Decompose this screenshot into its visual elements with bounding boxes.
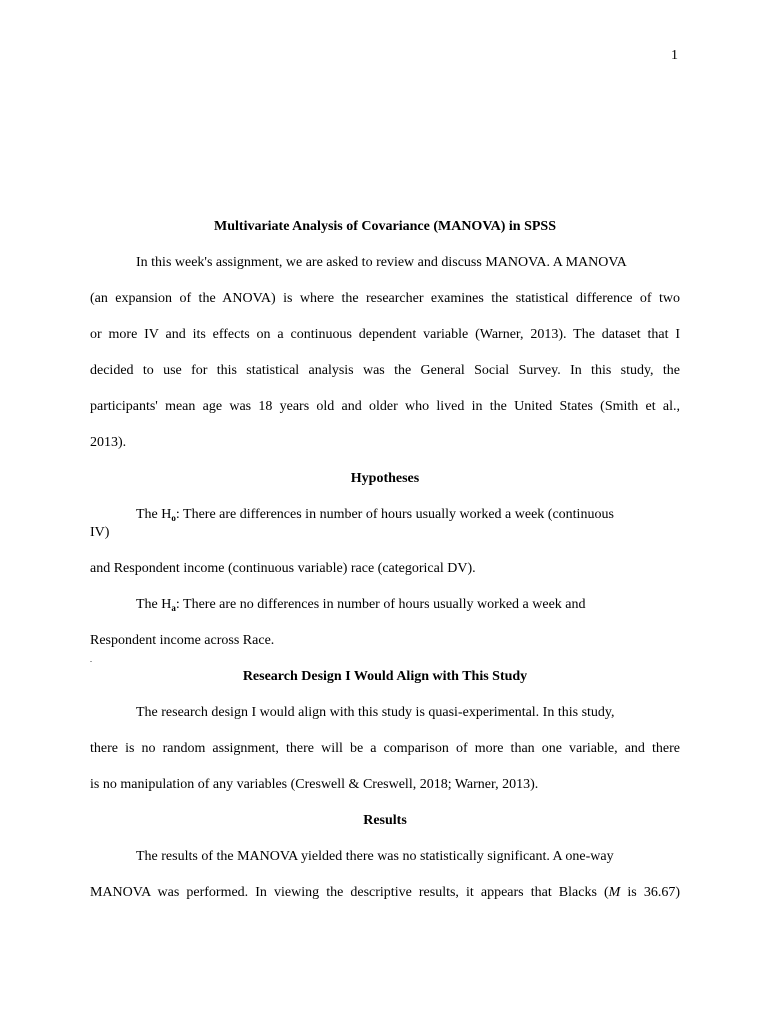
page-number: 1 [671,48,678,63]
ha-text: : There are no differences in number of hours usually worked a week and [175,597,586,612]
results-line-2 [90,884,680,902]
intro-line-1: In this week's assignment, we are asked to review and discuss MANOVA. A MANOVA [136,255,627,270]
design-heading: Research Design I Would Align with This Study [242,669,528,684]
mean-symbol: M [608,885,621,900]
design-line-1: The research design I would align with this study is quasi-experimental. In this study, [136,705,615,720]
stray-mark: . [90,655,92,664]
intro-line-4: decided to use for this statistical analysis was the General Social Survey. In this study, the [90,363,680,378]
null-hypothesis-line-3: and Respondent income (continuous variable) race (categorical DV). [90,561,476,576]
h0-subscript: o [171,513,176,523]
alt-hypothesis-line-1 [136,596,680,617]
results-heading: Results [363,813,407,828]
ha-prefix: The H [136,597,172,612]
intro-line-5: participants' mean age was 18 years old and older who lived in the United States (Smith et al., [90,399,680,414]
alt-hypothesis-line-2: Respondent income across Race. [90,633,275,648]
results-line-2-tail: is 36.67) [620,885,680,900]
design-line-2: there is no random assignment, there will be a comparison of more than one variable, and there [90,741,680,756]
h0-prefix: The H [136,507,172,522]
ha-subscript: a [171,603,176,613]
results-line-1: The results of the MANOVA yielded there was no statistically significant. A one-way [136,849,614,864]
intro-line-3: or more IV and its effects on a continuous dependent variable (Warner, 2013). The dataset that I [90,327,680,342]
design-line-3: is no manipulation of any variables (Creswell & Creswell, 2018; Warner, 2013). [90,777,539,792]
hypotheses-heading: Hypotheses [350,471,420,486]
document-title: Multivariate Analysis of Covariance (MANOVA) in SPSS [214,219,556,234]
null-hypothesis-line-2: IV) [90,525,110,540]
intro-line-2: (an expansion of the ANOVA) is where the researcher examines the statistical difference of two [90,291,680,306]
results-line-2-text: MANOVA was performed. In viewing the descriptive results, it appears that Blacks ( [90,885,609,900]
intro-line-6: 2013). [90,435,127,450]
h0-text: : There are differences in number of hours usually worked a week (continuous [175,507,614,522]
